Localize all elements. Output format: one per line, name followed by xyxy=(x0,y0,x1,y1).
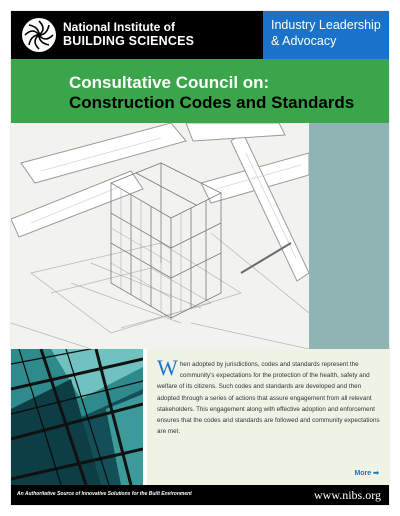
footer-tagline: An Authoritative Source of Innovative Solutions for the Built Environment xyxy=(17,491,192,497)
description-box xyxy=(147,349,389,485)
org-name-line2: BUILDING SCIENCES xyxy=(63,34,195,48)
document-title xyxy=(69,73,354,113)
organization-name xyxy=(63,20,194,48)
website-url[interactable]: www.nibs.org xyxy=(313,488,381,502)
description-text: hen adopted by jurisdictions, codes and standards represent the community's expectations for the protection of the health, safety and welfare of its citizens. Such codes and standards are developed and then adopted through a series of actions that assure engagement from all relevant stakeholders. This engagement along with effective adoption and enforcement ensures that the codes and standards are followed and community expectations are met. xyxy=(157,361,380,436)
badge-line2: & Advocacy xyxy=(271,34,337,48)
more-link[interactable]: More ➡ xyxy=(354,470,379,477)
header-bar xyxy=(11,11,389,59)
drop-cap: W xyxy=(157,355,178,380)
badge-line1: Industry Leadership xyxy=(271,18,381,32)
glass-facade-image xyxy=(11,349,143,485)
title-line2: Construction Codes and Standards xyxy=(69,93,355,112)
teal-side-panel xyxy=(309,123,389,349)
architectural-drawing-image xyxy=(11,123,309,349)
nibs-logo-icon xyxy=(21,17,57,53)
document-page xyxy=(11,11,389,505)
category-badge xyxy=(263,11,389,59)
title-line1: Consultative Council on: xyxy=(69,73,270,92)
org-name-line1: National Institute of xyxy=(63,20,175,34)
title-banner xyxy=(11,59,389,123)
description-paragraph xyxy=(157,355,381,437)
footer-bar xyxy=(11,485,389,505)
